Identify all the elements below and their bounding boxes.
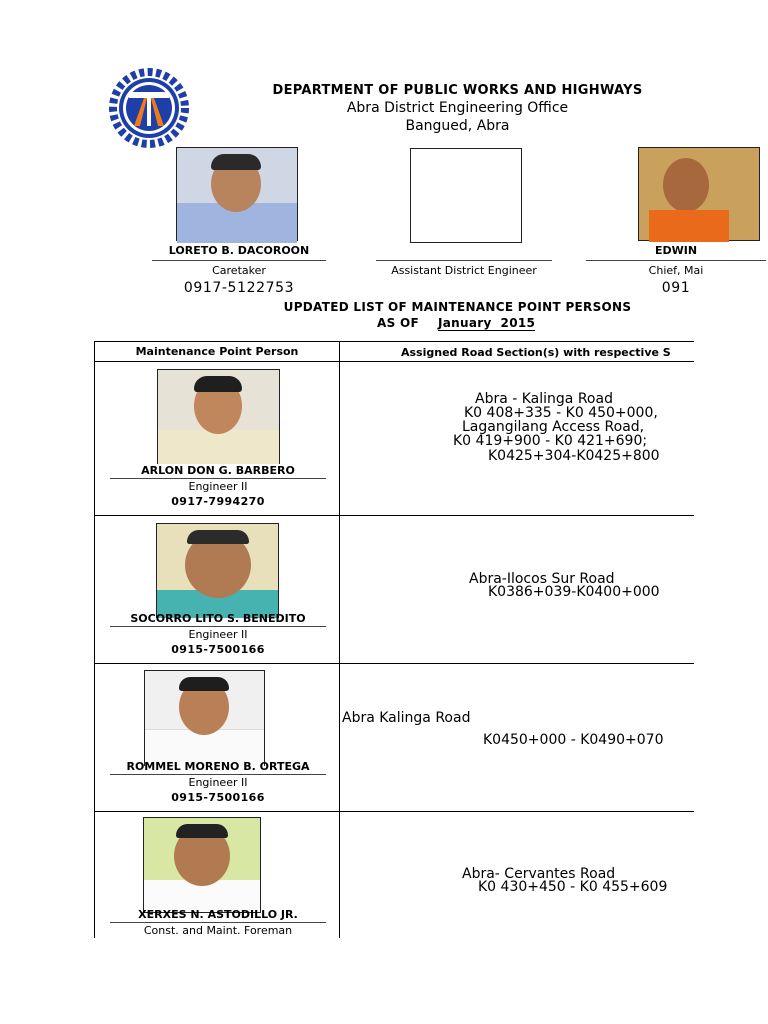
road-section: K0 419+900 - K0 421+690;: [453, 433, 648, 449]
table-row-photo: [157, 369, 280, 464]
department-title: DEPARTMENT OF PUBLIC WORKS AND HIGHWAYS: [272, 83, 643, 98]
road-section: K0386+039-K0400+000: [488, 584, 660, 600]
table-row-name: ARLON DON G. BARBERO: [141, 464, 295, 477]
office-name: Abra District Engineering Office: [346, 100, 569, 116]
signature-line: [110, 626, 326, 627]
official-name: LORETO B. DACOROON: [168, 244, 310, 257]
table-row-position: Const. and Maint. Foreman: [143, 924, 293, 937]
table-header-divider: [94, 361, 694, 362]
column-divider: [339, 341, 340, 938]
office-location: Bangued, Abra: [405, 118, 510, 134]
table-row-phone: 0917-7994270: [171, 495, 265, 508]
column-header-person: Maintenance Point Person: [135, 345, 299, 358]
table-row-name: XERXES N. ASTODILLO JR.: [138, 908, 298, 921]
signature-line: [376, 260, 552, 261]
road-name: Abra-Ilocos Sur Road: [469, 571, 615, 587]
road-section: K0 430+450 - K0 455+609: [478, 879, 668, 895]
table-row-name: SOCORRO LITO S. BENEDITO: [130, 612, 306, 625]
signature-line: [110, 922, 326, 923]
as-of-label: AS OF: [377, 316, 420, 330]
signature-line: [586, 260, 766, 261]
table-border-top: [94, 341, 694, 342]
road-section: K0425+304-K0425+800: [488, 448, 660, 464]
official-position: Caretaker: [212, 264, 266, 277]
official-phone: 0917-5122753: [183, 280, 295, 296]
official-photo-empty: [410, 148, 522, 243]
table-row-phone: 0915-7500166: [171, 643, 265, 656]
road-section: K0450+000 - K0490+070: [483, 732, 664, 748]
table-row-phone: 0915-7500166: [171, 791, 265, 804]
signature-line: [110, 774, 326, 775]
table-row-photo: [143, 817, 261, 913]
as-of-date: January 2015: [438, 316, 536, 330]
official-name: EDWIN: [654, 244, 698, 257]
table-border-left: [94, 341, 95, 938]
table-row-position: Engineer II: [188, 480, 248, 493]
column-header-roads: Assigned Road Section(s) with respective S: [401, 346, 671, 359]
signature-line: [110, 478, 326, 479]
road-section: K0 408+335 - K0 450+000,: [464, 405, 658, 421]
official-phone: 091: [661, 280, 691, 296]
dpwh-logo: [104, 70, 194, 146]
row-divider: [94, 515, 694, 516]
table-row-position: Engineer II: [188, 628, 248, 641]
road-name: Lagangilang Access Road,: [462, 419, 645, 435]
official-photo: [638, 147, 760, 241]
table-row-position: Engineer II: [188, 776, 248, 789]
road-name: Abra- Cervantes Road: [462, 866, 616, 882]
table-row-name: ROMMEL MORENO B. ORTEGA: [126, 760, 310, 773]
row-divider: [94, 811, 694, 812]
road-name: Abra Kalinga Road: [342, 710, 471, 726]
table-row-photo: [156, 523, 279, 618]
table-row-photo: [144, 670, 265, 766]
list-title: UPDATED LIST OF MAINTENANCE POINT PERSONS: [283, 300, 632, 314]
road-name: Abra - Kalinga Road: [475, 391, 613, 407]
official-photo: [176, 147, 298, 241]
official-position: Chief, Mai: [648, 264, 704, 277]
row-divider: [94, 663, 694, 664]
official-position: Assistant District Engineer: [391, 264, 537, 277]
signature-line: [152, 260, 326, 261]
